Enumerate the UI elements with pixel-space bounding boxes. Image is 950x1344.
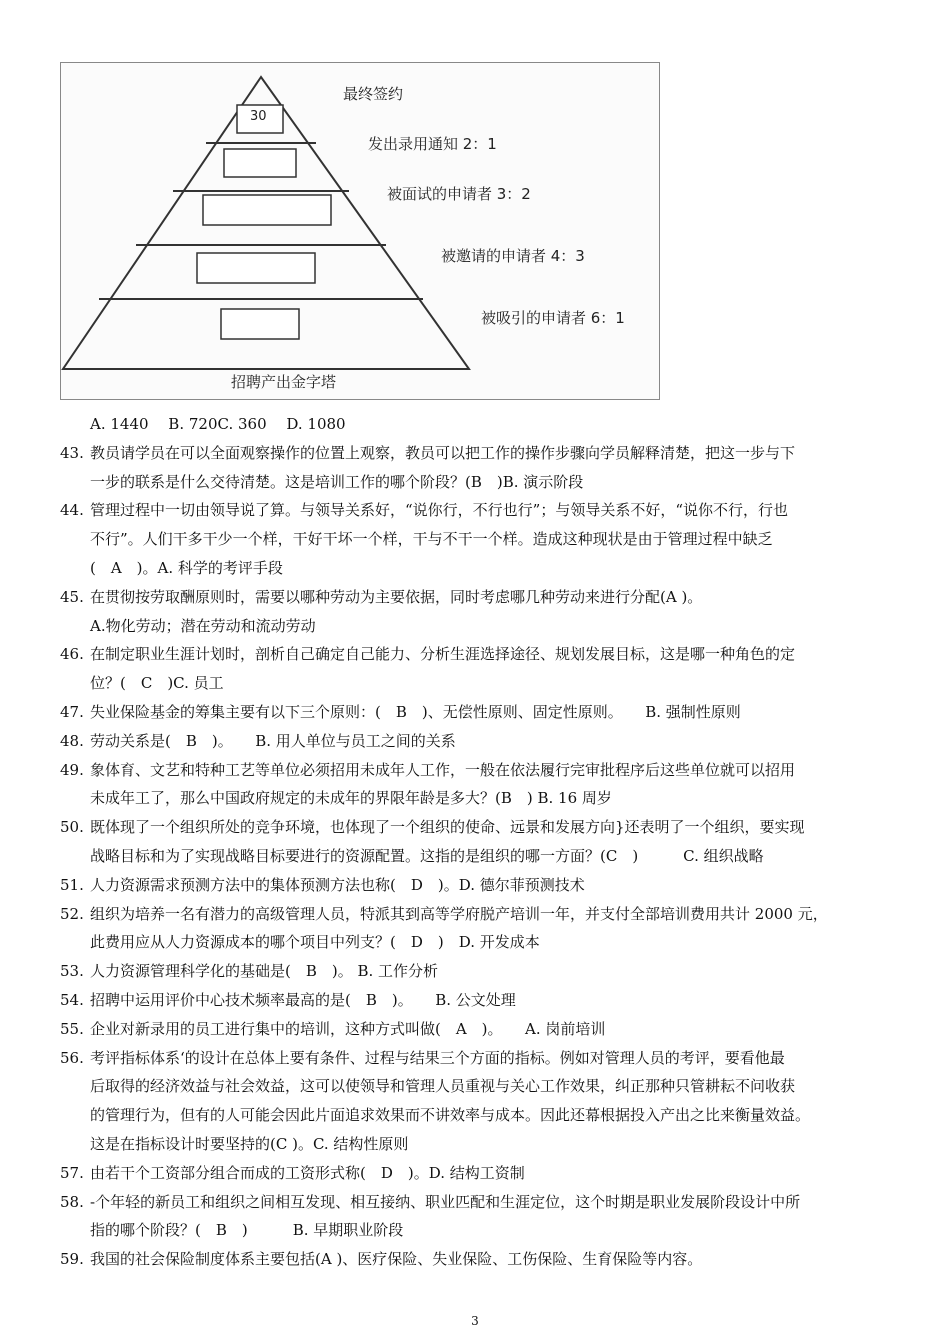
question-number: 51. [60, 875, 84, 894]
value-box-interviewed [203, 195, 331, 225]
question-text: 后取得的经济效益与社会效益，这可以使领导和管理人员重视与关心工作效果，纠正那种只管耕耘不问收获 [90, 1077, 796, 1096]
question-text: 战略目标和为了实现战略目标要进行的资源配置。这指的是组织的哪一方面？(C ) C. 组织战略 [90, 846, 764, 865]
question-text: 企业对新录用的员工进行集中的培训，这种方式叫做( A )。 A. 岗前培训 [90, 1019, 606, 1038]
question-text: 管理过程中一切由领导说了算。与领导关系好，“说你行，不行也行”；与领导关系不好，“说你不行，行也 [90, 501, 789, 520]
text-line [60, 669, 910, 698]
question-text: 我国的社会保险制度体系主要包括(A )、医疗保险、失业保险、工伤保险、生育保险等内容。 [90, 1250, 703, 1269]
question-text: 象体育、文艺和特种工艺等单位必须招用未成年人工作，一般在依法履行完审批程序后这些单位就可以招用 [90, 760, 796, 779]
text-line [60, 727, 910, 756]
question-number: 50. [60, 818, 84, 837]
question-text: 教员请学员在可以全面观察操作的位置上观察，教员可以把工作的操作步骤向学员解释清楚，把这一步与下 [90, 443, 796, 462]
box-value-label: 30 [250, 109, 267, 124]
question-number: 43. [60, 443, 84, 462]
question-text: 的管理行为，但有的人可能会因此片面追求效果而不讲效率与成本。因此还幕根据投入产出之比来衡量效益。 [90, 1106, 811, 1125]
recruitment-pyramid-figure [60, 62, 660, 400]
text-line [60, 525, 910, 554]
text-line [60, 813, 910, 842]
text-line [60, 1245, 910, 1274]
text-line [60, 842, 910, 871]
value-box-invited [197, 253, 315, 283]
question-text: 既体现了一个组织所处的竞争环境，也体现了一个组织的使命、远景和发展方向}还表明了一个组织，要实现 [90, 818, 805, 837]
question-text: A. 1440 B. 720C. 360 D. 1080 [90, 415, 346, 433]
question-number: 58. [60, 1192, 84, 1211]
question-text: 人力资源需求预测方法中的集体预测方法也称( D )。D. 德尔菲预测技术 [90, 875, 585, 894]
text-line [60, 410, 910, 439]
text-line [60, 1216, 910, 1245]
text-line [60, 583, 910, 612]
question-number: 45. [60, 587, 84, 606]
text-line [60, 496, 910, 525]
question-number: 48. [60, 731, 84, 750]
text-line [60, 756, 910, 785]
question-number: 53. [60, 962, 84, 981]
text-line [60, 1015, 910, 1044]
question-number: 44. [60, 501, 84, 520]
text-line [60, 1044, 910, 1073]
question-number: 57. [60, 1163, 84, 1182]
text-line [60, 698, 910, 727]
question-number: 49. [60, 760, 84, 779]
question-text: 这是在指标设计时要坚持的(C )。C. 结构性原则 [90, 1134, 409, 1153]
question-text: 一步的联系是什么交待清楚。这是培训工作的哪个阶段？(B )B. 演示阶段 [90, 472, 584, 491]
question-text: 考评指标体系‘的设计在总体上要有条件、过程与结果三个方面的指标。例如对管理人员的考评，要看他最 [90, 1048, 785, 1067]
value-box-attracted [221, 309, 299, 339]
question-text: ( A )。A. 科学的考评手段 [90, 558, 283, 577]
text-line [60, 784, 910, 813]
text-line [60, 1188, 910, 1217]
question-number: 52. [60, 904, 84, 923]
question-number: 56. [60, 1048, 84, 1067]
question-text: 招聘中运用评价中心技术频率最高的是( B )。 B. 公文处理 [90, 990, 516, 1009]
question-number: 47. [60, 702, 84, 721]
value-box-offer [224, 149, 296, 177]
figure-caption: 招聘产出金字塔 [231, 373, 337, 391]
text-line [60, 871, 910, 900]
text-line [60, 554, 910, 583]
question-text: -个年轻的新员工和组织之间相互发现、相互接纳、职业匹配和生涯定位，这个时期是职业发展阶段设计中所 [90, 1192, 801, 1211]
text-line [60, 1101, 910, 1130]
text-line [60, 1159, 910, 1188]
question-number: 46. [60, 645, 84, 664]
question-text: 在制定职业生涯计划时，剖析自己确定自己能力、分析生涯选择途径、规划发展目标，这是哪一种角色的定 [90, 645, 796, 664]
text-line [60, 468, 910, 497]
question-number: 54. [60, 990, 84, 1009]
question-text: 在贯彻按劳取酬原则时，需要以哪种劳动为主要依据，同时考虑哪几种劳动来进行分配(A )。 [90, 587, 703, 606]
level-label-invited: 被邀请的申请者 4：3 [441, 247, 585, 265]
question-text: 指的哪个阶段？( B ) B. 早期职业阶段 [90, 1221, 404, 1240]
text-line [60, 900, 910, 929]
question-text: 位？( C )C. 员工 [90, 674, 224, 693]
question-number: 55. [60, 1019, 84, 1038]
question-text: 由若干个工资部分组合而成的工资形式称( D )。D. 结构工资制 [90, 1163, 525, 1182]
question-text: 组织为培养一名有潜力的高级管理人员，特派其到高等学府脱产培训一年，并支付全部培训费用共计 2000 元， [90, 904, 828, 923]
text-line [60, 1072, 910, 1101]
question-text: 此费用应从人力资源成本的哪个项目中列支？( D ) D. 开发成本 [90, 933, 540, 952]
text-line [60, 612, 910, 641]
top-label: 最终签约 [343, 85, 404, 103]
text-line [60, 640, 910, 669]
question-text: 劳动关系是( B )。 B. 用人单位与员工之间的关系 [90, 731, 456, 750]
text-line [60, 957, 910, 986]
text-line [60, 1130, 910, 1159]
level-label-offer: 发出录用通知 2：1 [368, 135, 497, 153]
question-text: A.物化劳动；潜在劳动和流动劳动 [90, 616, 316, 635]
page-number: 3 [471, 1314, 479, 1328]
text-line [60, 439, 910, 468]
question-text: 失业保险基金的筹集主要有以下三个原则：( B )、无偿性原则、固定性原则。 B. 强制性原则 [90, 702, 741, 721]
question-text: 不行”。人们干多干少一个样，干好干坏一个样，干与不干一个样。造成这种现状是由于管理过程中缺乏 [90, 530, 773, 549]
question-list [60, 410, 910, 1274]
level-label-attracted: 被吸引的申请者 6：1 [481, 309, 625, 327]
level-label-interviewed: 被面试的申请者 3：2 [387, 185, 531, 203]
question-text: 人力资源管理科学化的基础是( B )。 B. 工作分析 [90, 962, 439, 981]
question-number: 59. [60, 1250, 84, 1269]
text-line [60, 986, 910, 1015]
text-line [60, 928, 910, 957]
pyramid-diagram [61, 63, 661, 401]
question-text: 未成年工了，那么中国政府规定的未成年的界限年龄是多大？(B ) B. 16 周岁 [90, 789, 612, 808]
